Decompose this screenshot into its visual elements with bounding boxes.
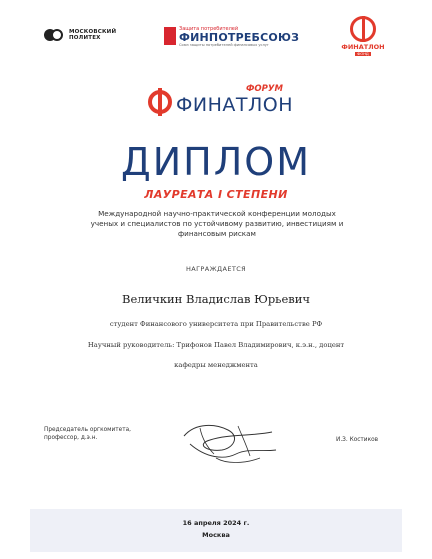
committee-chair-line1: Председатель оргкомитета, [44,427,132,433]
footer-band [30,509,402,552]
awarded-label: НАГРАЖДАЕТСЯ [185,265,247,273]
event-city: Москва [202,531,230,539]
finatlon-phi-icon [148,88,172,116]
finatlon-mark-icon [350,16,376,42]
mospolytech-line2: ПОЛИТЕХ [69,35,101,41]
mospolytech-mark-icon [44,28,64,42]
conference-description: Международной научно-практической конференции молодых ученых и специалистов по устойчивому развитию, инвестициям и финансовым рискам [90,209,344,238]
chair-name: И.З. Костиков [336,437,379,443]
finpotrebsoyuz-sub: Союз защиты потребителей финансовых услуг [179,43,269,47]
diploma-subtitle: ЛАУРЕАТА I СТЕПЕНИ [144,188,288,201]
finpotrebsoyuz-top: Защита потребителей [179,26,239,32]
forum-finatlon-logo [140,84,300,122]
finpotrebsoyuz-mark-icon [164,27,176,45]
diploma-title: ДИПЛОМ [121,140,311,184]
supervisor-line: Научный руководитель: Трифонов Павел Владимирович, к.э.н., доцент [87,341,345,349]
handwritten-signature [176,414,286,470]
mospolytech-logo [44,28,116,42]
supervisor-department: кафедры менеджмента [174,361,258,369]
event-date: 16 апреля 2024 г. [182,519,250,527]
finatlon-fund-name: ФИНАТЛОН [341,43,385,51]
forum-label: ФОРУМ [246,84,283,94]
finatlon-fund-bar: ФОНД [357,52,369,56]
finatlon-fund-logo [335,16,391,56]
recipient-name: Величкин Владислав Юрьевич [122,292,310,306]
forum-name: ФИНАТЛОН [176,94,293,116]
finpotrebsoyuz-logo [164,26,299,48]
committee-chair-line2: профессор, д.э.н. [44,435,98,441]
finpotrebsoyuz-name: ФИНПОТРЕБСОЮЗ [179,31,300,44]
recipient-affiliation: студент Финансового университета при Правительстве РФ [109,320,323,328]
mospolytech-line1: МОСКОВСКИЙ [69,28,117,35]
committee-chair-title [44,426,131,442]
